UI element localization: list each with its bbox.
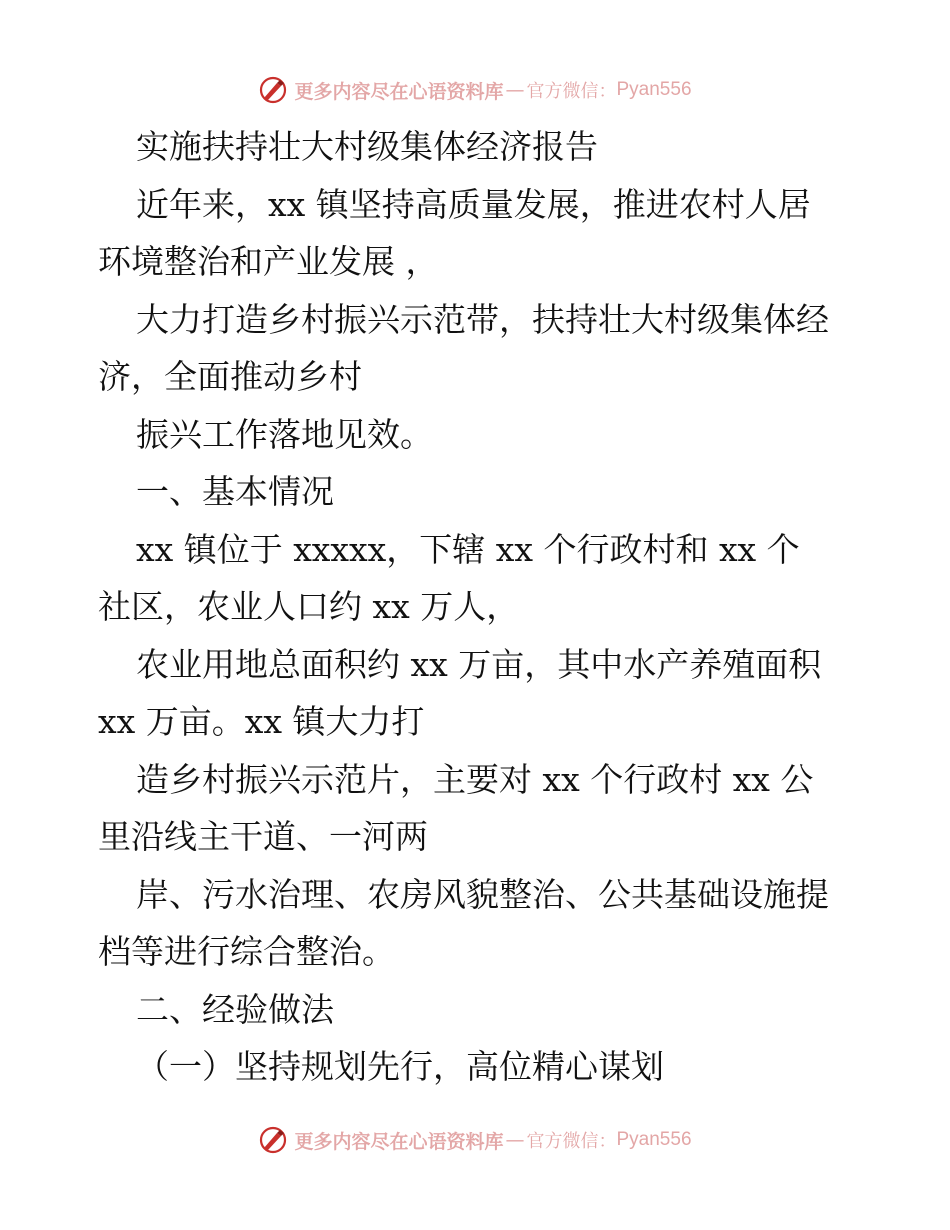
text-line: 一、基本情况 <box>136 472 334 511</box>
text-line: xx 万亩。xx 镇大力打 <box>98 702 425 741</box>
text-line: 二、经验做法 <box>136 989 334 1029</box>
watermark-header <box>0 70 950 110</box>
watermark-title: 更多内容尽在心语资料库 <box>294 1130 504 1153</box>
text-line: 大力打造乡村振兴示范带，扶持壮大村级集体经 <box>136 299 829 339</box>
watermark-wechat-label: 官方微信： <box>526 1131 617 1152</box>
watermark-dash: — <box>505 79 525 101</box>
text-line: 济，全面推动乡村 <box>98 357 362 396</box>
text-line: 近年来，xx 镇坚持高质量发展，推进农村人居 <box>136 184 811 224</box>
watermark-footer <box>0 1120 950 1160</box>
text-line: xx 镇位于 xxxxx，下辖 xx 个行政村和 xx 个 <box>136 529 800 569</box>
text-line: 档等进行综合整治。 <box>98 932 395 971</box>
watermark-wechat-id: Pyan556 <box>616 79 692 100</box>
text-line: 造乡村振兴示范片，主要对 xx 个行政村 xx 公 <box>136 759 814 799</box>
document-body <box>98 118 858 1096</box>
text-line: 实施扶持壮大村级集体经济报告 <box>136 127 598 166</box>
watermark-title: 更多内容尽在心语资料库 <box>294 80 504 103</box>
watermark-dash: — <box>505 1129 525 1151</box>
text-line: 农业用地总面积约 xx 万亩，其中水产养殖面积 <box>136 644 822 684</box>
watermark-wechat-label: 官方微信： <box>526 81 617 102</box>
text-line: 振兴工作落地见效。 <box>136 414 433 454</box>
text-line: 岸、污水治理、农房风貌整治、公共基础设施提 <box>136 874 829 914</box>
pen-logo-icon <box>258 1125 288 1155</box>
watermark-wechat-id: Pyan556 <box>616 1129 692 1150</box>
text-line: 环境整治和产业发展 ， <box>98 242 439 281</box>
pen-logo-icon <box>258 75 288 105</box>
text-line: 里沿线主干道、一河两 <box>98 817 428 856</box>
text-line: 社区，农业人口约 xx 万人， <box>98 587 520 626</box>
text-line: （一）坚持规划先行，高位精心谋划 <box>136 1047 664 1086</box>
